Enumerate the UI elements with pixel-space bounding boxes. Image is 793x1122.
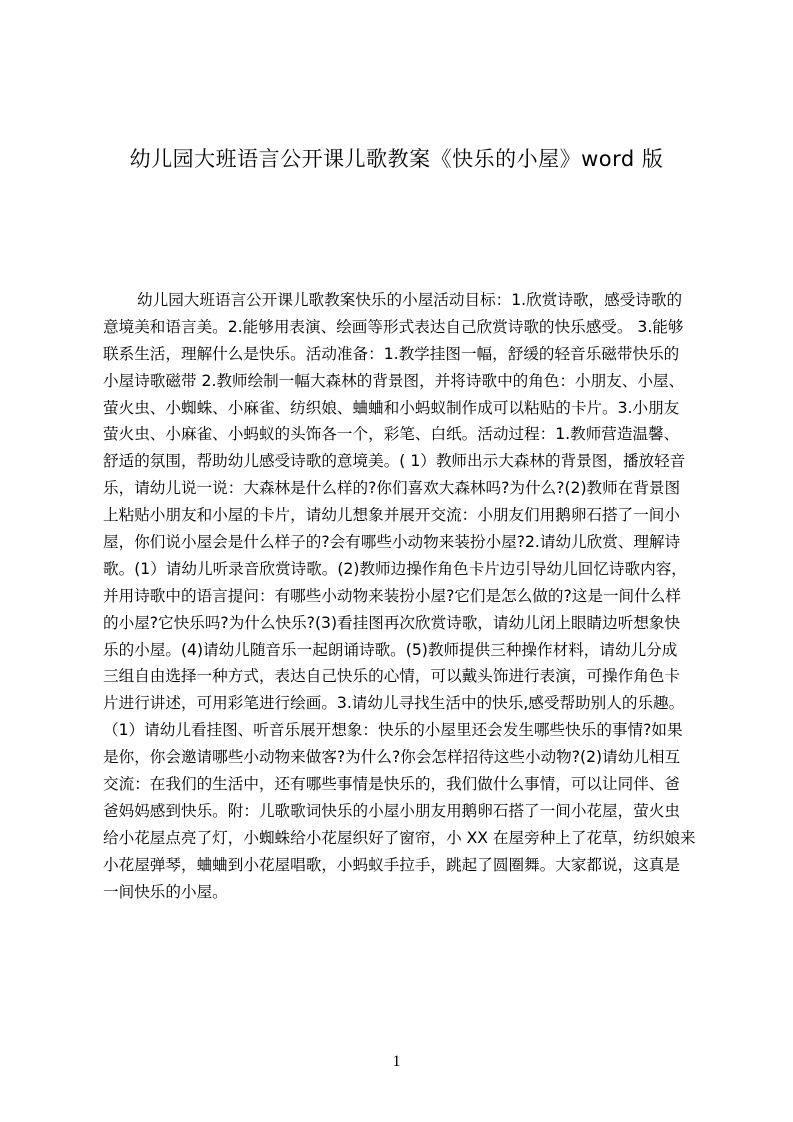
- body-line: 舒适的氛围，帮助幼儿感受诗歌的意境美。( 1）教师出示大森林的背景图，播放轻音: [103, 452, 686, 471]
- body-line: 屋，你们说小屋会是什么样子的?会有哪些小动物来装扮小屋?2.请幼儿欣赏、理解诗: [103, 533, 681, 552]
- body-line: 小屋诗歌磁带 2.教师绘制一幅大森林的背景图，并将诗歌中的角色：小朋友、小屋、: [103, 371, 685, 390]
- body-line: （1）请幼儿看挂图、听音乐展开想象：快乐的小屋里还会发生哪些快乐的事情?如果: [103, 721, 683, 740]
- body-line: 的小屋?它快乐吗?为什么快乐?(3)看挂图再次欣赏诗歌，请幼儿闭上眼睛边听想象快: [103, 613, 681, 632]
- body-line: 并用诗歌中的语言提问：有哪些小动物来装扮小屋?它们是怎么做的?这是一间什么样: [103, 586, 681, 605]
- body-line: 萤火虫、小麻雀、小蚂蚁的头饰各一个，彩笔、白纸。活动过程：1.教师营造温馨、: [103, 425, 680, 444]
- body-line: 爸妈妈感到快乐。附：儿歌歌词快乐的小屋小朋友用鹅卵石搭了一间小花屋，萤火虫: [103, 801, 680, 820]
- body-line: 给小花屋点亮了灯，小蜘蛛给小花屋织好了窗帘，小 XX 在屋旁种上了花草，纺织娘来: [103, 828, 696, 847]
- body-line: 乐的小屋。(4)请幼儿随音乐一起朗诵诗歌。(5)教师提供三种操作材料，请幼儿分成: [103, 640, 678, 659]
- body-line: 乐，请幼儿说一说：大森林是什么样的?你们喜欢大森林吗?为什么?(2)教师在背景图: [103, 479, 681, 498]
- body-line: 上粘贴小朋友和小屋的卡片，请幼儿想象并展开交流：小朋友们用鹅卵石搭了一间小: [103, 506, 680, 525]
- document-title: 幼儿园大班语言公开课儿歌教案《快乐的小屋》word 版: [129, 147, 664, 171]
- body-line: 歌。(1）请幼儿听录音欣赏诗歌。(2)教师边操作角色卡片边引导幼儿回忆诗歌内容，: [103, 559, 687, 578]
- body-line: 是你，你会邀请哪些小动物来做客?为什么?你会怎样招待这些小动物?(2)请幼儿相互: [103, 748, 681, 767]
- body-line: 交流：在我们的生活中，还有哪些事情是快乐的，我们做什么事情，可以让同伴、爸: [103, 775, 680, 794]
- page-number: 1: [392, 1053, 401, 1070]
- body-line: 一间快乐的小屋。: [103, 882, 228, 901]
- body-line: 联系生活，理解什么是快乐。活动准备：1.教学挂图一幅，舒缓的轻音乐磁带快乐的: [103, 344, 680, 363]
- body-line: 小花屋弹琴，蛐蛐到小花屋唱歌，小蚂蚁手拉手，跳起了圆圈舞。大家都说，这真是: [103, 855, 680, 874]
- body-line: 三组自由选择一种方式，表达自己快乐的心情，可以戴头饰进行表演，可操作角色卡: [103, 667, 680, 686]
- body-line: 意境美和语言美。2.能够用表演、绘画等形式表达自己欣赏诗歌的快乐感受。 3.能够: [103, 317, 684, 336]
- body-line: 片进行讲述，可用彩笔进行绘画。3.请幼儿寻找生活中的快乐,感受帮助别人的乐趣。: [103, 694, 685, 713]
- document-body: [103, 287, 698, 905]
- body-line: 幼儿园大班语言公开课儿歌教案快乐的小屋活动目标：1.欣赏诗歌，感受诗歌的: [137, 291, 683, 309]
- body-line: 萤火虫、小蜘蛛、小麻雀、纺织娘、蛐蛐和小蚂蚁制作成可以粘贴的卡片。3.小朋友: [103, 398, 680, 417]
